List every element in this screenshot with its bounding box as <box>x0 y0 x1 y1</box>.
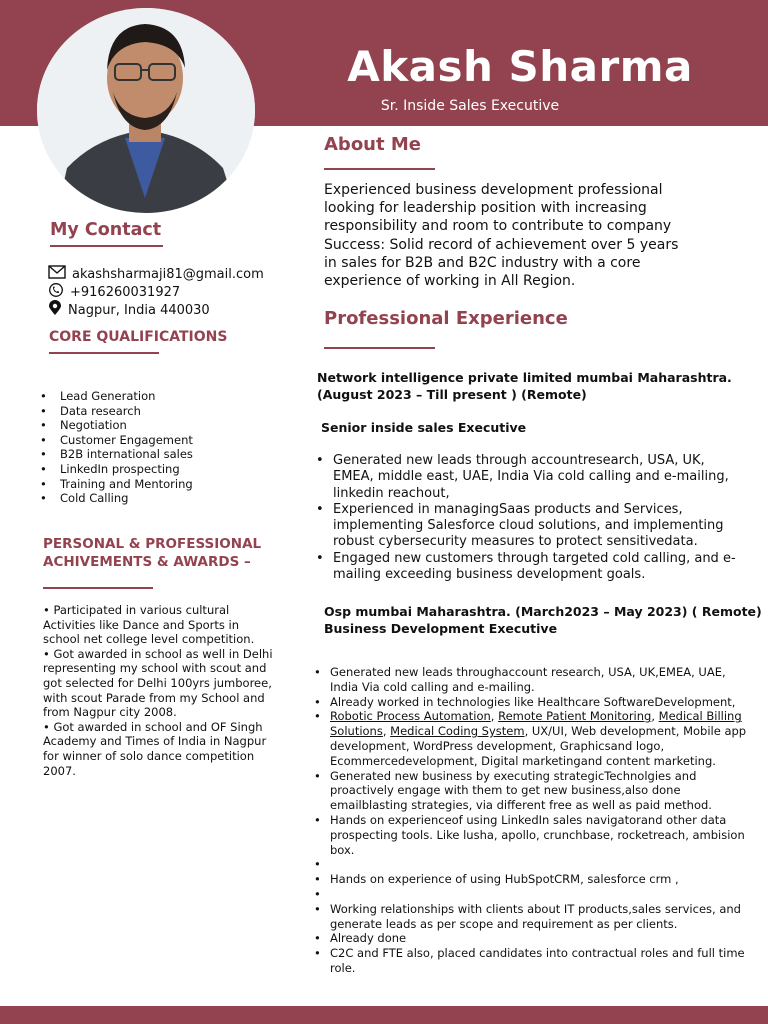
job1-bullets <box>316 453 748 583</box>
profile-photo <box>37 8 255 213</box>
list-item: • Data research <box>40 404 193 419</box>
contact-heading-rule <box>50 245 163 247</box>
list-item: • Cold Calling <box>40 491 193 506</box>
list-item: • Generated new leads through accountresearch, USA, UK, EMEA, middle east, UAE, India Via cold calling and e-mailing, linkedin reachout, <box>316 453 748 502</box>
core-qualifications-heading: CORE QUALIFICATIONS <box>49 329 228 345</box>
awards-rule <box>43 587 153 589</box>
list-item: • Customer Engagement <box>40 433 193 448</box>
link-remote-patient-monitoring[interactable]: Remote Patient Monitoring <box>498 709 652 724</box>
core-qualifications-rule <box>49 352 159 354</box>
job2-company: Osp mumbai Maharashtra. (March2023 – May 2023) ( Remote) <box>324 604 762 619</box>
list-item: • Already done <box>314 931 754 946</box>
separator: , <box>490 709 499 724</box>
list-item: • Already worked in technologies like Healthcare SoftwareDevelopment, <box>314 695 754 710</box>
list-item: • Generated new business by executing strategicTechnolgies and proactively engage with them to get new business,also done emailblasting strategies, via different free as well as paid method. <box>314 769 754 813</box>
job1-title: Senior inside sales Executive <box>321 420 527 435</box>
experience-heading: Professional Experience <box>324 308 568 329</box>
contact-phone[interactable]: +916260031927 <box>70 284 181 300</box>
job2-title: Business Development Executive <box>324 621 558 636</box>
list-item: • Generated new leads throughaccount research, USA, UK,EMEA, UAE, India Via cold calling and e-mailing. <box>314 665 754 695</box>
list-item: • Negotiation <box>40 418 193 433</box>
list-item: • Hands on experience of using HubSpotCRM, salesforce crm , <box>314 872 754 887</box>
awards-heading-line1: PERSONAL & PROFESSIONAL <box>43 536 262 552</box>
list-item: • Working relationships with clients about IT products,sales services, and generate leads as per scope and requirement as per clients. <box>314 902 754 932</box>
awards-heading <box>43 535 261 571</box>
contact-location-row <box>48 300 210 320</box>
envelope-icon <box>48 265 66 283</box>
contact-phone-row <box>48 283 180 301</box>
list-item <box>314 857 754 872</box>
list-item <box>314 709 754 768</box>
contact-location: Nagpur, India 440030 <box>68 302 210 318</box>
award-item: • Participated in various cultural Activities like Dance and Sports in school net college level competition. <box>43 603 255 647</box>
about-rule <box>324 168 435 170</box>
location-pin-icon <box>48 300 62 320</box>
award-item: • Got awarded in school and OF Singh Academy and Times of India in Nagpur for winner of solo dance competition 2007. <box>43 719 267 778</box>
contact-heading: My Contact <box>50 220 162 240</box>
list-item: • B2B international sales <box>40 447 193 462</box>
list-item: • C2C and FTE also, placed candidates into contractual roles and full time role. <box>314 946 754 976</box>
awards-heading-line2: ACHIVEMENTS & AWARDS – <box>43 554 251 570</box>
list-item: • Training and Mentoring <box>40 477 193 492</box>
link-medical-coding-system[interactable]: Medical Coding System <box>390 724 525 739</box>
job2-bullets <box>314 665 754 976</box>
awards-list <box>43 603 275 778</box>
separator: , <box>382 724 391 739</box>
list-item <box>314 887 754 902</box>
footer-band <box>0 1006 768 1024</box>
candidate-role: Sr. Inside Sales Executive <box>380 98 560 114</box>
list-item: • Experienced in managingSaas products and Services, implementing Salesforce cloud solutions, and implementing robust cybersecurity measures to protect sensitivedata. <box>316 502 748 551</box>
about-heading: About Me <box>324 134 421 155</box>
candidate-name: Akash Sharma <box>347 42 693 91</box>
core-qualifications-list <box>40 389 193 506</box>
list-item: • Engaged new customers through targeted cold calling, and e-mailing exceeding business development goals. <box>316 551 748 584</box>
contact-email-row <box>48 265 264 283</box>
experience-rule <box>324 347 435 349</box>
contact-email[interactable]: akashsharmaji81@gmail.com <box>72 266 264 282</box>
job1-company-line1: Network intelligence private limited mumbai Maharashtra. <box>317 370 732 385</box>
bullet-text: , UX/UI, Web development, Mobile app development, WordPress development, Graphicsand logo, Ecommercedevelopment, Digital marketingand content marketing. <box>330 724 747 768</box>
about-text: Experienced business development professional looking for leadership position with increasing responsibility and room to contribute to company Success: Solid record of achievement over 5 years in sales for B2B and B2C industry with a core experience of working in All Region. <box>324 182 679 290</box>
award-item: • Got awarded in school as well in Delhi representing my school with scout and got selected for Delhi 100yrs jumboree, with scout Parade from my School and from Nagpur city 2008. <box>43 646 273 720</box>
phone-icon <box>48 283 64 301</box>
list-item: • LinkedIn prospecting <box>40 462 193 477</box>
list-item: • Hands on experienceof using LinkedIn sales navigatorand other data prospecting tools. Like lusha, apollo, crunchbase, rocketreach, ambision box. <box>314 813 754 857</box>
list-item: • Lead Generation <box>40 389 193 404</box>
job1-company-line2: (August 2023 – Till present ) (Remote) <box>317 387 587 402</box>
job2-header <box>324 603 762 637</box>
job1-company <box>317 369 732 403</box>
link-medical-billing-solutions[interactable]: Medical Billing Solutions <box>330 709 742 739</box>
separator: , <box>651 709 659 724</box>
link-robotic-process-automation[interactable]: Robotic Process Automation <box>330 709 491 724</box>
